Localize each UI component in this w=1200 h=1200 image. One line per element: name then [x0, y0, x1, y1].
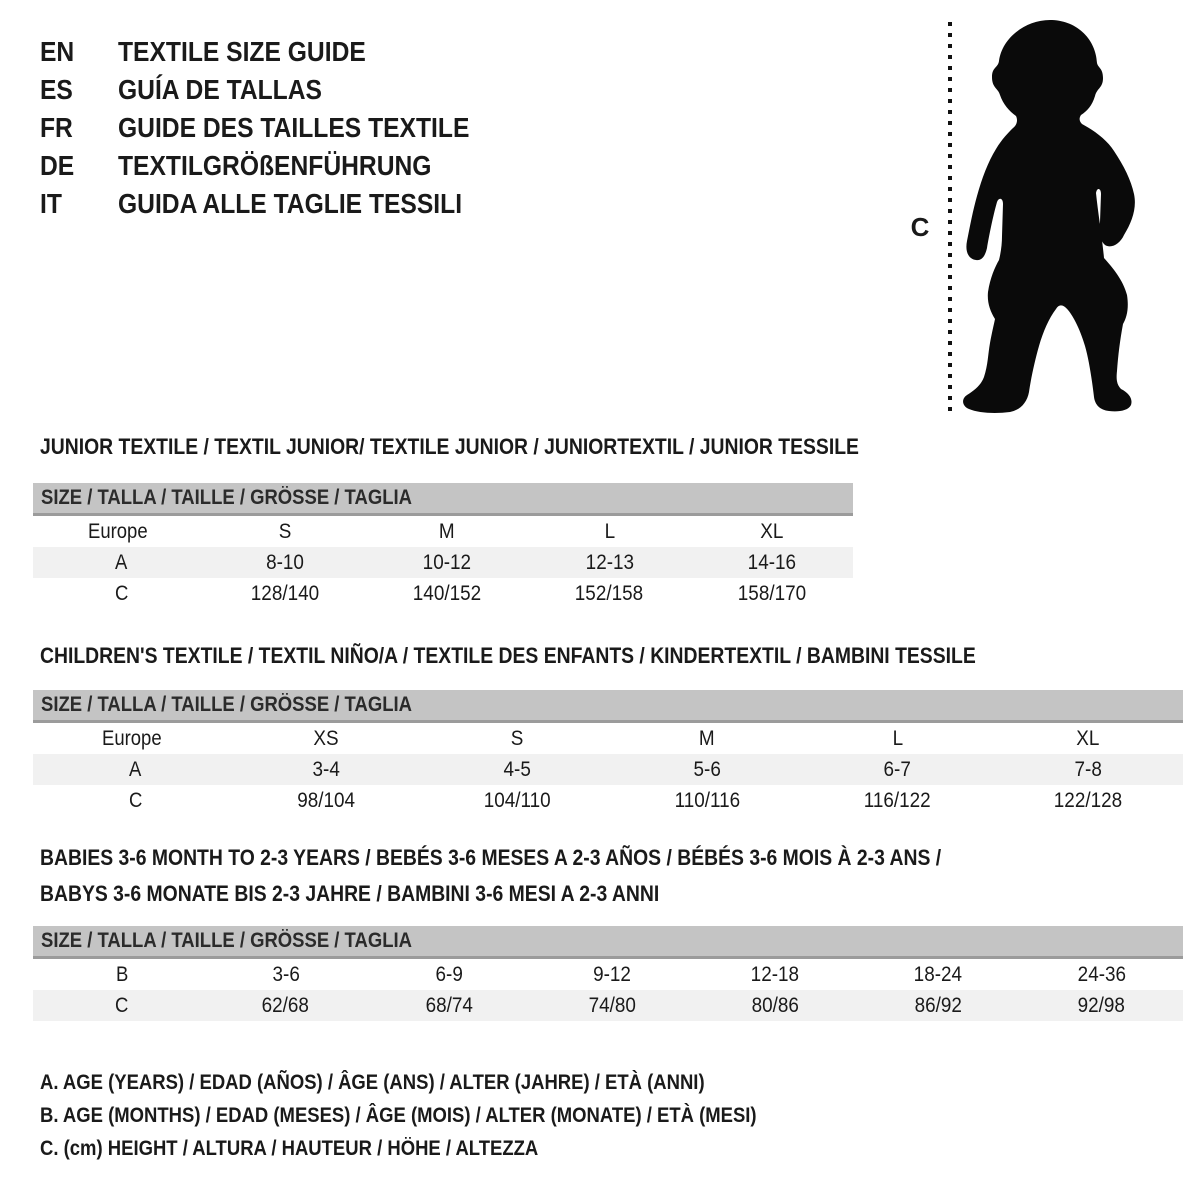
junior-age-row — [33, 547, 853, 578]
legend-line-c: C. (cm) HEIGHT / ALTURA / HAUTEUR / HÖHE / ALTEZZA — [40, 1136, 539, 1160]
value-cell: 86/92 — [914, 993, 962, 1017]
children-section-title: CHILDREN'S TEXTILE / TEXTIL NIÑO/A / TEXTILE DES ENFANTS / KINDERTEXTIL / BAMBINI TESSILE — [40, 643, 976, 668]
language-label: GUÍA DE TALLAS — [118, 74, 322, 105]
language-label: TEXTILGRÖßENFÜHRUNG — [118, 150, 432, 181]
value-cell: 3-4 — [312, 757, 341, 781]
value-cell: 80/86 — [751, 993, 799, 1017]
value-cell: 18-24 — [914, 962, 963, 986]
junior-size-table — [33, 483, 853, 609]
value-cell: 110/116 — [674, 788, 740, 812]
row-label: B — [115, 962, 128, 986]
language-row-fr — [40, 109, 517, 147]
size-cell: M — [699, 726, 716, 750]
language-label: GUIDA ALLE TAGLIE TESSILI — [118, 188, 463, 219]
value-cell: 152/158 — [575, 581, 644, 605]
height-measure-label: C — [910, 212, 930, 242]
children-size-header: SIZE / TALLA / TAILLE / GRÖSSE / TAGLIA — [33, 690, 1183, 723]
value-cell: 24-36 — [1077, 962, 1126, 986]
language-row-es — [40, 71, 517, 109]
children-height-row — [33, 785, 1183, 816]
toddler-silhouette-icon — [963, 20, 1135, 413]
value-cell: 128/140 — [250, 581, 319, 605]
size-cell: S — [510, 726, 524, 750]
row-label: Europe — [102, 726, 162, 750]
legend-block — [40, 1066, 854, 1165]
babies-section-title-line2: BABYS 3-6 MONATE BIS 2-3 JAHRE / BAMBINI 3-6 MESI A 2-3 ANNI — [40, 881, 660, 906]
value-cell: 12-13 — [585, 550, 634, 574]
height-figure — [900, 8, 1140, 428]
value-cell: 5-6 — [693, 757, 721, 781]
row-label: C — [114, 581, 128, 605]
row-label: A — [115, 550, 128, 574]
value-cell: 116/122 — [864, 788, 931, 812]
children-size-table — [33, 690, 1183, 816]
size-cell: L — [604, 519, 615, 543]
language-row-it — [40, 185, 517, 223]
junior-size-header: SIZE / TALLA / TAILLE / GRÖSSE / TAGLIA — [33, 483, 853, 516]
value-cell: 68/74 — [425, 993, 473, 1017]
size-cell: S — [278, 519, 291, 543]
value-cell: 6-9 — [435, 962, 463, 986]
size-cell: XS — [313, 726, 340, 750]
value-cell: 104/110 — [483, 788, 551, 812]
value-cell: 62/68 — [262, 993, 310, 1017]
size-cell: XL — [1076, 726, 1100, 750]
junior-height-row — [33, 578, 853, 609]
language-code: DE — [40, 150, 75, 181]
value-cell: 12-18 — [750, 962, 800, 986]
value-cell: 9-12 — [593, 962, 631, 986]
junior-section-title: JUNIOR TEXTILE / TEXTIL JUNIOR/ TEXTILE JUNIOR / JUNIORTEXTIL / JUNIOR TESSILE — [40, 434, 859, 459]
value-cell: 4-5 — [503, 757, 531, 781]
language-block — [40, 33, 517, 223]
size-cell: L — [892, 726, 903, 750]
children-europe-row — [33, 723, 1183, 754]
row-label: A — [129, 757, 142, 781]
children-age-row — [33, 754, 1183, 785]
value-cell: 7-8 — [1074, 757, 1102, 781]
language-label: GUIDE DES TAILLES TEXTILE — [118, 112, 470, 143]
language-code: IT — [40, 188, 62, 219]
value-cell: 10-12 — [422, 550, 472, 574]
language-row-de — [40, 147, 517, 185]
babies-size-table — [33, 926, 1183, 1021]
row-label: C — [114, 993, 129, 1017]
value-cell: 140/152 — [412, 581, 482, 605]
value-cell: 158/170 — [737, 581, 806, 605]
value-cell: 74/80 — [588, 993, 636, 1017]
language-row-en — [40, 33, 517, 71]
value-cell: 122/128 — [1053, 788, 1122, 812]
value-cell: 98/104 — [297, 788, 356, 812]
value-cell: 3-6 — [272, 962, 300, 986]
value-cell: 14-16 — [747, 550, 797, 574]
value-cell: 6-7 — [883, 757, 912, 781]
row-label: Europe — [88, 519, 148, 543]
size-cell: M — [439, 519, 455, 543]
babies-size-header: SIZE / TALLA / TAILLE / GRÖSSE / TAGLIA — [33, 926, 1183, 959]
size-cell: XL — [760, 519, 784, 543]
babies-section-title-line1: BABIES 3-6 MONTH TO 2-3 YEARS / BEBÉS 3-6 MESES A 2-3 AÑOS / BÉBÉS 3-6 MOIS À 2-3 ANS / — [40, 845, 942, 870]
language-code: EN — [40, 36, 75, 67]
babies-height-row — [33, 990, 1183, 1021]
value-cell: 92/98 — [1077, 993, 1126, 1017]
babies-age-row — [33, 959, 1183, 990]
language-label: TEXTILE SIZE GUIDE — [118, 36, 366, 67]
junior-europe-row — [33, 516, 853, 547]
legend-line-a: A. AGE (YEARS) / EDAD (AÑOS) / ÂGE (ANS) / ALTER (JAHRE) / ETÀ (ANNI) — [40, 1070, 705, 1094]
row-label: C — [128, 788, 142, 812]
value-cell: 8-10 — [265, 550, 304, 574]
language-code: ES — [40, 74, 73, 105]
language-code: FR — [40, 112, 73, 143]
legend-line-b: B. AGE (MONTHS) / EDAD (MESES) / ÂGE (MOIS) / ALTER (MONATE) / ETÀ (MESI) — [40, 1103, 757, 1127]
